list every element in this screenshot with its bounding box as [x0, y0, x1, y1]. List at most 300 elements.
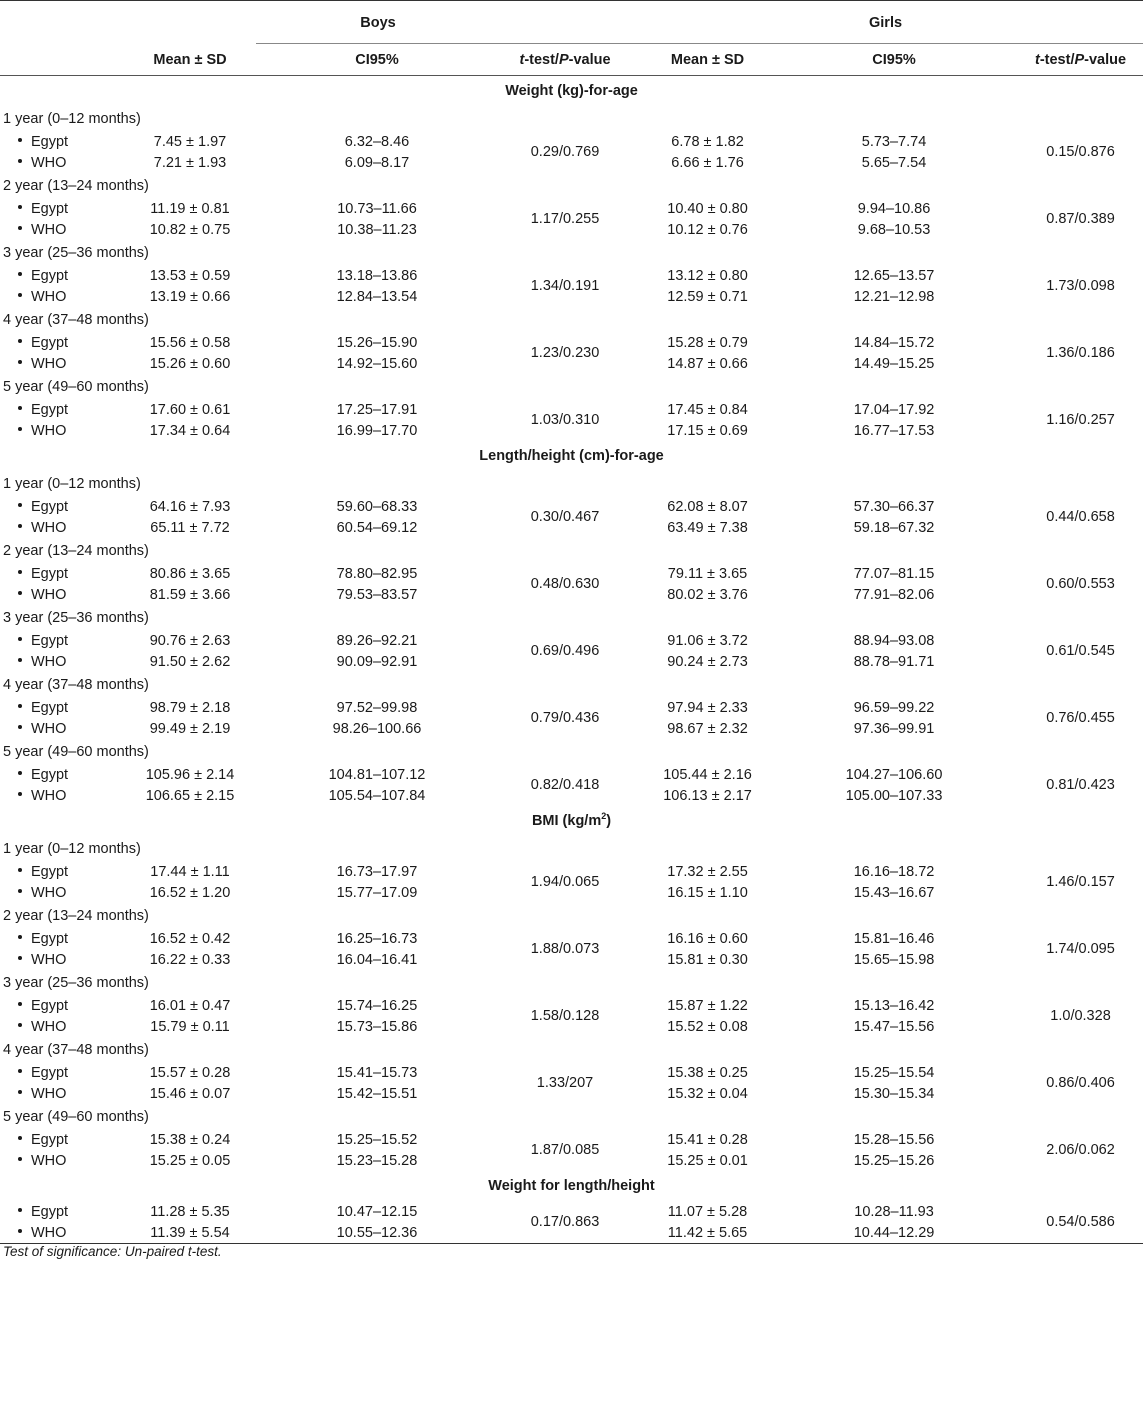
section-header-row — [0, 806, 1143, 836]
bullet-icon — [18, 792, 22, 796]
boys-mean-sd: 80.86 ± 3.65 — [149, 565, 231, 582]
boys-ci95: 89.26–92.21 — [336, 632, 418, 649]
girls-ci95: 59.18–67.32 — [853, 519, 935, 536]
age-group-row — [0, 173, 1143, 198]
girls-ttest: 1.73/0.098 — [1046, 278, 1115, 294]
girls-ci95: 57.30–66.37 — [853, 498, 935, 515]
spacer — [628, 420, 645, 441]
boys-mean-sd: 99.49 ± 2.19 — [149, 720, 231, 737]
age-group-label: 3 year (25–36 months) — [3, 244, 149, 261]
boys-ttest: 0.79/0.436 — [530, 710, 600, 726]
section-title-superscript: 2 — [601, 811, 607, 822]
row-label — [0, 563, 128, 584]
boys-mean-sd: 16.52 ± 0.42 — [149, 930, 231, 947]
boys-ci95: 13.18–13.86 — [336, 267, 418, 284]
age-group-row — [0, 1104, 1143, 1129]
spacer — [628, 861, 645, 882]
column-header-row — [0, 46, 1143, 76]
bullet-icon — [18, 524, 22, 528]
boys-ci95: 15.73–15.86 — [336, 1018, 418, 1035]
girls-ci95: 17.04–17.92 — [853, 401, 935, 418]
girls-ci95: 9.68–10.53 — [857, 221, 931, 238]
girls-mean-sd: 91.06 ± 3.72 — [667, 632, 748, 649]
row-label-text: Egypt — [31, 498, 69, 515]
boys-ci95: 16.99–17.70 — [336, 422, 418, 439]
row-label-text: Egypt — [31, 565, 69, 582]
age-group-row — [0, 970, 1143, 995]
spacer — [628, 286, 645, 307]
age-group-label: 4 year (37–48 months) — [3, 311, 149, 328]
boys-ci95-header: CI95% — [355, 52, 399, 69]
boys-ttest: 1.58/0.128 — [530, 1008, 600, 1024]
row-label — [0, 152, 128, 173]
row-label — [0, 861, 128, 882]
row-label — [0, 718, 128, 739]
section-title-end: ) — [606, 813, 612, 829]
boys-mean-sd: 90.76 ± 2.63 — [149, 632, 231, 649]
spacer — [628, 1062, 645, 1083]
girls-ttest: 1.16/0.257 — [1046, 412, 1115, 428]
girls-mean-sd: 13.12 ± 0.80 — [667, 267, 748, 284]
boys-ci95: 15.26–15.90 — [336, 334, 418, 351]
row-label — [0, 517, 128, 538]
girls-ci95: 12.21–12.98 — [853, 288, 935, 305]
row-label-text: WHO — [31, 154, 67, 171]
girls-mean-sd: 15.32 ± 0.04 — [667, 1085, 748, 1102]
section-title — [0, 806, 1143, 836]
spacer — [628, 131, 645, 152]
row-label — [0, 584, 128, 605]
age-group-row — [0, 605, 1143, 630]
girls-mean-sd: 15.28 ± 0.79 — [667, 334, 748, 351]
boys-mean-sd: 64.16 ± 7.93 — [149, 498, 231, 515]
girls-ci95: 88.94–93.08 — [853, 632, 935, 649]
bullet-icon — [18, 704, 22, 708]
table-row — [0, 198, 1143, 219]
gender-header-row — [0, 1, 1143, 46]
spacer — [628, 718, 645, 739]
boys-ci95: 104.81–107.12 — [328, 766, 426, 783]
row-label-text: WHO — [31, 884, 67, 901]
spacer — [628, 1150, 645, 1171]
section-title — [0, 76, 1143, 107]
boys-mean-sd: 15.38 ± 0.24 — [149, 1131, 231, 1148]
boys-mean-sd: 13.19 ± 0.66 — [149, 288, 231, 305]
age-group-label: 1 year (0–12 months) — [3, 840, 141, 857]
section-title-text: BMI (kg/m — [531, 813, 602, 829]
spacer — [628, 651, 645, 672]
boys-mean-sd: 11.19 ± 0.81 — [150, 200, 230, 217]
boys-mean-sd: 15.25 ± 0.05 — [149, 1152, 231, 1169]
bullet-icon — [18, 427, 22, 431]
bullet-icon — [18, 1090, 22, 1094]
age-group-label: 4 year (37–48 months) — [3, 1041, 149, 1058]
girls-mean-sd: 14.87 ± 0.66 — [667, 355, 748, 372]
spacer — [628, 1201, 645, 1222]
row-label — [0, 265, 128, 286]
section-title — [0, 441, 1143, 471]
row-label — [0, 496, 128, 517]
boys-ttest: 0.48/0.630 — [530, 576, 600, 592]
girls-ci95: 77.91–82.06 — [853, 586, 935, 603]
table-row — [0, 265, 1143, 286]
bullet-icon — [18, 570, 22, 574]
boys-mean-sd: 7.21 ± 1.93 — [153, 154, 227, 171]
girls-mean-sd: 11.07 ± 5.28 — [667, 1203, 748, 1220]
row-label-text: Egypt — [31, 1064, 69, 1081]
girls-ci95: 15.25–15.54 — [853, 1064, 935, 1081]
girls-ci95: 16.16–18.72 — [853, 863, 935, 880]
girls-ttest: 0.87/0.389 — [1046, 211, 1115, 227]
spacer — [628, 584, 645, 605]
girls-ci95: 105.00–107.33 — [845, 787, 943, 804]
boys-ttest: 0.69/0.496 — [530, 643, 600, 659]
row-label — [0, 399, 128, 420]
bullet-icon — [18, 293, 22, 297]
boys-ci95: 15.23–15.28 — [336, 1152, 418, 1169]
row-label-text: WHO — [31, 1018, 67, 1035]
boys-mean-sd: 17.34 ± 0.64 — [149, 422, 231, 439]
row-label — [0, 286, 128, 307]
boys-ttest: 0.17/0.863 — [530, 1214, 600, 1230]
section-title-text: Weight for length/height — [488, 1178, 655, 1194]
bullet-icon — [18, 725, 22, 729]
girls-mean-sd: 16.16 ± 0.60 — [667, 930, 748, 947]
girls-ttest: 0.15/0.876 — [1046, 144, 1115, 160]
girls-mean-sd-header: Mean ± SD — [670, 52, 745, 69]
boys-ci95: 15.25–15.52 — [336, 1131, 418, 1148]
boys-ttest: 1.94/0.065 — [530, 874, 600, 890]
spacer — [628, 630, 645, 651]
girls-ci95: 96.59–99.22 — [853, 699, 935, 716]
girls-ttest: 0.76/0.455 — [1046, 710, 1115, 726]
boys-ci95: 10.73–11.66 — [337, 200, 417, 217]
boys-mean-sd: 16.01 ± 0.47 — [149, 997, 231, 1014]
boys-mean-sd: 11.39 ± 5.54 — [150, 1224, 230, 1241]
girls-mean-sd: 17.15 ± 0.69 — [667, 422, 748, 439]
row-label-text: WHO — [31, 221, 67, 238]
girls-ci95: 16.77–17.53 — [853, 422, 935, 439]
spacer — [628, 1016, 645, 1037]
girls-ttest: 0.54/0.586 — [1046, 1214, 1115, 1230]
boys-mean-sd-header: Mean ± SD CI95% — [128, 46, 502, 76]
table-row — [0, 861, 1143, 882]
spacer — [628, 995, 645, 1016]
boys-mean-sd: 15.56 ± 0.58 — [149, 334, 231, 351]
bullet-icon — [18, 159, 22, 163]
girls-mean-sd: 17.45 ± 0.84 — [667, 401, 748, 418]
row-label-text: Egypt — [31, 1131, 69, 1148]
girls-mean-sd: 10.40 ± 0.80 — [667, 200, 748, 217]
girls-mean-sd: 106.13 ± 2.17 — [663, 787, 752, 804]
age-group-label: 1 year (0–12 months) — [3, 475, 141, 492]
bullet-icon — [18, 226, 22, 230]
boys-mean-sd: 15.57 ± 0.28 — [149, 1064, 231, 1081]
row-label — [0, 1083, 128, 1104]
bullet-icon — [18, 591, 22, 595]
boys-ci95: 10.55–12.36 — [336, 1224, 418, 1241]
spacer — [628, 517, 645, 538]
girls-header: Girls — [628, 1, 1143, 46]
boys-ci95: 10.47–12.15 — [336, 1203, 418, 1220]
row-label — [0, 353, 128, 374]
row-label-text: WHO — [31, 519, 67, 536]
girls-ttest: 0.86/0.406 — [1046, 1075, 1115, 1091]
bullet-icon — [18, 339, 22, 343]
girls-mean-sd: 97.94 ± 2.33 — [667, 699, 748, 716]
table-row — [0, 332, 1143, 353]
boys-ci95: 10.38–11.23 — [337, 221, 417, 238]
bullet-icon — [18, 1002, 22, 1006]
spacer — [628, 1083, 645, 1104]
age-group-row — [0, 374, 1143, 399]
age-group-row — [0, 106, 1143, 131]
boys-mean-sd: 91.50 ± 2.62 — [149, 653, 231, 670]
row-label — [0, 1016, 128, 1037]
bullet-icon — [18, 360, 22, 364]
spacer — [628, 1222, 645, 1244]
spacer — [628, 785, 645, 806]
bullet-icon — [18, 637, 22, 641]
age-group-label: 3 year (25–36 months) — [3, 974, 149, 991]
boys-ci95: 17.25–17.91 — [336, 401, 418, 418]
girls-mean-sd: 16.15 ± 1.10 — [667, 884, 748, 901]
bullet-icon — [18, 956, 22, 960]
boys-ci95: 98.26–100.66 — [332, 720, 422, 737]
table-row — [0, 764, 1143, 785]
bullet-icon — [18, 1229, 22, 1233]
girls-mean-sd: 15.52 ± 0.08 — [667, 1018, 748, 1035]
table-row — [0, 928, 1143, 949]
age-group-label: 1 year (0–12 months) — [3, 110, 141, 127]
table-row — [0, 399, 1143, 420]
row-label-text: WHO — [31, 586, 67, 603]
bullet-icon — [18, 205, 22, 209]
boys-mean-sd: 16.22 ± 0.33 — [149, 951, 231, 968]
boys-ci95: 6.09–8.17 — [344, 154, 410, 171]
row-label — [0, 1062, 128, 1083]
girls-mean-sd: 105.44 ± 2.16 — [663, 766, 752, 783]
row-label-text: Egypt — [31, 401, 69, 418]
boys-ci95: 78.80–82.95 — [336, 565, 418, 582]
spacer — [628, 399, 645, 420]
table-row — [0, 1062, 1143, 1083]
girls-ttest: 2.06/0.062 — [1046, 1142, 1115, 1158]
girls-mean-sd: 62.08 ± 8.07 — [667, 498, 748, 515]
bullet-icon — [18, 1157, 22, 1161]
spacer — [628, 563, 645, 584]
row-label — [0, 1201, 128, 1222]
girls-ci95: 15.25–15.26 — [853, 1152, 935, 1169]
girls-mean-sd: 6.78 ± 1.82 — [671, 133, 744, 150]
boys-ttest-header: t-test/P-value — [519, 52, 611, 69]
boys-ttest: 1.87/0.085 — [530, 1142, 600, 1158]
row-label — [0, 1129, 128, 1150]
girls-mean-sd: 15.87 ± 1.22 — [667, 997, 748, 1014]
girls-ci95: 10.28–11.93 — [854, 1203, 934, 1220]
girls-mean-sd: 80.02 ± 3.76 — [667, 586, 748, 603]
age-group-label: 5 year (49–60 months) — [3, 1108, 149, 1125]
row-label — [0, 764, 128, 785]
boys-ci95: 60.54–69.12 — [336, 519, 418, 536]
row-label-text: Egypt — [31, 632, 69, 649]
boys-ci95: 16.04–16.41 — [336, 951, 418, 968]
boys-mean-sd: 16.52 ± 1.20 — [149, 884, 231, 901]
row-label — [0, 332, 128, 353]
girls-ci95: 14.49–15.25 — [853, 355, 935, 372]
boys-ci95: 12.84–13.54 — [336, 288, 418, 305]
boys-ci95: 16.25–16.73 — [336, 930, 418, 947]
girls-mean-sd: 79.11 ± 3.65 — [667, 565, 748, 582]
girls-mean-sd: 17.32 ± 2.55 — [667, 863, 748, 880]
boys-ci95: 6.32–8.46 — [344, 133, 410, 150]
row-label-text: WHO — [31, 951, 67, 968]
age-group-label: 2 year (13–24 months) — [3, 542, 149, 559]
bullet-icon — [18, 272, 22, 276]
girls-ci95: 15.28–15.56 — [853, 1131, 935, 1148]
girls-mean-sd: 63.49 ± 7.38 — [667, 519, 748, 536]
row-label-text: WHO — [31, 1152, 67, 1169]
row-label-text: Egypt — [31, 930, 69, 947]
age-group-label: 5 year (49–60 months) — [3, 378, 149, 395]
spacer — [628, 198, 645, 219]
spacer — [628, 496, 645, 517]
girls-mean-sd: 11.42 ± 5.65 — [667, 1224, 748, 1241]
girls-ci95: 15.47–15.56 — [853, 1018, 935, 1035]
row-label-text: Egypt — [31, 1203, 69, 1220]
row-label — [0, 785, 128, 806]
boys-ci95: 16.73–17.97 — [336, 863, 418, 880]
girls-ttest: 1.46/0.157 — [1046, 874, 1115, 890]
boys-ci95: 15.42–15.51 — [336, 1085, 418, 1102]
age-group-row — [0, 538, 1143, 563]
bullet-icon — [18, 138, 22, 142]
spacer — [628, 764, 645, 785]
row-label — [0, 131, 128, 152]
row-label-text: Egypt — [31, 699, 69, 716]
boys-ttest: 1.03/0.310 — [530, 412, 600, 428]
table-body — [0, 76, 1143, 1244]
row-label-text: Egypt — [31, 267, 69, 284]
girls-mean-sd: 15.41 ± 0.28 — [667, 1131, 748, 1148]
row-label-text: Egypt — [31, 334, 69, 351]
girls-mean-sd: 15.25 ± 0.01 — [667, 1152, 748, 1169]
boys-mean-sd: 105.96 ± 2.14 — [145, 766, 235, 783]
row-label-text: Egypt — [31, 133, 69, 150]
spacer — [628, 697, 645, 718]
row-label-text: Egypt — [31, 766, 69, 783]
bullet-icon — [18, 658, 22, 662]
girls-ci95: 104.27–106.60 — [845, 766, 943, 783]
section-title — [0, 1171, 1143, 1201]
boys-header: Boys — [128, 1, 628, 46]
girls-ci95: 10.44–12.29 — [853, 1224, 935, 1241]
section-title-text: Weight (kg)-for-age — [505, 83, 638, 99]
boys-mean-sd: 17.60 ± 0.61 — [149, 401, 231, 418]
table-row — [0, 131, 1143, 152]
boys-ci95: 79.53–83.57 — [336, 586, 418, 603]
girls-ci95: 97.36–99.91 — [853, 720, 935, 737]
girls-ttest: 1.74/0.095 — [1046, 941, 1115, 957]
bullet-icon — [18, 771, 22, 775]
girls-mean-sd: 12.59 ± 0.71 — [667, 288, 748, 305]
age-group-row — [0, 307, 1143, 332]
girls-ttest: 0.44/0.658 — [1046, 509, 1115, 525]
table-row — [0, 1201, 1143, 1222]
footnote: Test of significance: Un-paired t-test. — [3, 1244, 222, 1259]
boys-mean-sd: 81.59 ± 3.66 — [149, 586, 231, 603]
girls-ci95: 15.13–16.42 — [853, 997, 935, 1014]
row-label-text: WHO — [31, 1085, 67, 1102]
boys-ci95: 15.41–15.73 — [336, 1064, 418, 1081]
section-title-text: Length/height (cm)-for-age — [479, 448, 664, 464]
boys-ci95: 15.74–16.25 — [336, 997, 418, 1014]
spacer — [628, 949, 645, 970]
bullet-icon — [18, 503, 22, 507]
girls-ci95: 5.73–7.74 — [861, 133, 927, 150]
boys-ttest: 1.17/0.255 — [530, 211, 600, 227]
boys-mean-sd: 13.53 ± 0.59 — [149, 267, 231, 284]
boys-ttest: 0.30/0.467 — [530, 509, 600, 525]
girls-ci95: 14.84–15.72 — [853, 334, 935, 351]
boys-mean-sd: 10.82 ± 0.75 — [149, 221, 231, 238]
age-group-label: 2 year (13–24 months) — [3, 907, 149, 924]
girls-ci95: 15.30–15.34 — [853, 1085, 935, 1102]
table-row — [0, 630, 1143, 651]
row-label — [0, 1150, 128, 1171]
age-group-row — [0, 903, 1143, 928]
row-label — [0, 630, 128, 651]
girls-ttest: 0.60/0.553 — [1046, 576, 1115, 592]
girls-ci95: 9.94–10.86 — [857, 200, 931, 217]
girls-ci95: 5.65–7.54 — [861, 154, 927, 171]
section-header-row — [0, 441, 1143, 471]
girls-mean-sd: 15.81 ± 0.30 — [667, 951, 748, 968]
girls-ttest-header: t-test/P-value — [1034, 52, 1127, 69]
bullet-icon — [18, 1136, 22, 1140]
bullet-icon — [18, 1023, 22, 1027]
age-group-row — [0, 672, 1143, 697]
bullet-icon — [18, 889, 22, 893]
table-row — [0, 697, 1143, 718]
row-label — [0, 928, 128, 949]
girls-mean-sd: 10.12 ± 0.76 — [667, 221, 748, 238]
boys-ttest: 1.88/0.073 — [530, 941, 600, 957]
table-row — [0, 496, 1143, 517]
boys-mean-sd: 98.79 ± 2.18 — [149, 699, 231, 716]
row-label-text: WHO — [31, 653, 67, 670]
age-group-row — [0, 1037, 1143, 1062]
section-header-row — [0, 76, 1143, 107]
boys-ci95: 59.60–68.33 — [336, 498, 418, 515]
boys-mean-sd: 11.28 ± 5.35 — [150, 1203, 230, 1220]
age-group-row — [0, 739, 1143, 764]
age-group-label: 5 year (49–60 months) — [3, 743, 149, 760]
table-row — [0, 995, 1143, 1016]
bullet-icon — [18, 1208, 22, 1212]
boys-ttest: 1.34/0.191 — [530, 278, 600, 294]
girls-mean-sd: 6.66 ± 1.76 — [671, 154, 744, 171]
girls-mean-sd: 90.24 ± 2.73 — [667, 653, 748, 670]
bullet-icon — [18, 1069, 22, 1073]
row-label-text: WHO — [31, 787, 67, 804]
row-label — [0, 995, 128, 1016]
row-label — [0, 949, 128, 970]
boys-mean-sd: 15.26 ± 0.60 — [149, 355, 231, 372]
spacer — [628, 152, 645, 173]
girls-mean-sd: 98.67 ± 2.32 — [667, 720, 748, 737]
row-label — [0, 198, 128, 219]
